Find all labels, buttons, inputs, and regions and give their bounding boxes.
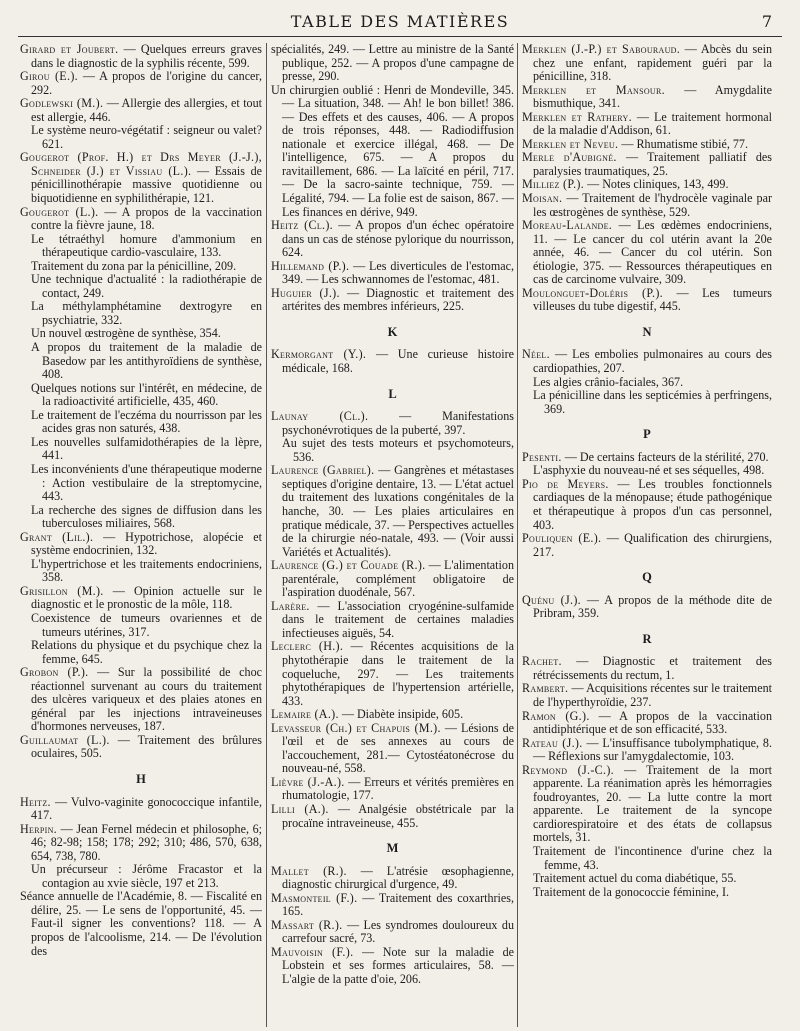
- index-entry: [271, 708, 514, 722]
- entry-text: — Note sur la maladie de Lobstein et ses formes articulaires, 58. — L'algie de la patte d'oie, 206.: [282, 944, 514, 986]
- index-entry: [522, 178, 772, 192]
- section-letter: K: [387, 324, 398, 339]
- entry-text: Le traitement de l'eczéma du nourrisson par les acides gras non saturés, 438.: [31, 407, 262, 436]
- index-entry: [522, 138, 772, 152]
- index-entry: [522, 151, 772, 178]
- index-entry: [20, 206, 262, 233]
- index-subentry: [20, 341, 262, 382]
- entry-text: — Sur la possibilité de choc réactionnel survenant au cours du traitement des ulcères variqueux et des plaies atones en général par les injections intraveineuses d'hormones nerveuses, 187.: [31, 665, 262, 734]
- entry-text: — Manifestations psychonévrotiques de la puberté, 397.: [282, 409, 514, 437]
- entry-text: Traitement de la gonococcie féminine, I.: [533, 884, 730, 899]
- entry-text: — Diabète insipide, 605.: [338, 707, 464, 722]
- entry-text: — L'insuffisance tubolymphatique, 8. — Réflexions sur l'amygdalectomie, 103.: [533, 735, 772, 764]
- author-name: Huguier (J.).: [271, 285, 340, 300]
- index-entry: [20, 734, 262, 761]
- author-name: Merle d'Aubigné.: [522, 150, 617, 165]
- section-letter: Q: [642, 570, 652, 585]
- entry-text: L'asphyxie du nouveau-né et ses séquelles, 498.: [533, 463, 765, 478]
- index-entry: [522, 84, 772, 111]
- entry-text: — Les embolies pulmonaires au cours des cardiopathies, 207.: [533, 347, 772, 376]
- index-entry: [20, 585, 262, 612]
- entry-text: — Une curieuse histoire médicale, 168.: [282, 347, 514, 376]
- entry-text: — A propos d'un échec opératoire dans un cas de sténose pylorique du nourrisson, 624.: [282, 218, 514, 260]
- entry-text: — Analgésie obstétricale par la procaïne intraveineuse, 455.: [282, 801, 514, 830]
- author-name: Laurence (G.) et Couade (R.).: [271, 558, 426, 573]
- index-column-2: [271, 43, 514, 1027]
- index-entry: [271, 865, 514, 892]
- entry-text: — Les tumeurs villeuses du tube digestif, 445.: [533, 285, 772, 314]
- index-subentry: [522, 886, 772, 900]
- index-entry: [522, 655, 772, 682]
- entry-text: — Rhumatisme stibié, 77.: [618, 136, 748, 151]
- entry-text: — L'association cryogénine-sulfamide dans le traitement de certaines maladies infectieuses aiguës, 54.: [282, 598, 514, 640]
- author-name: Heitz (Cl.).: [271, 218, 333, 233]
- index-entry: [20, 97, 262, 124]
- author-name: Mallet (R.).: [271, 863, 347, 878]
- author-name: Rachet.: [522, 654, 562, 669]
- index-entry: [271, 919, 514, 946]
- author-name: Rambert.: [522, 681, 569, 696]
- index-subentry: [522, 845, 772, 872]
- index-entry: [271, 410, 514, 437]
- author-name: Godlewski (M.).: [20, 96, 104, 111]
- entry-text: Séance annuelle de l'Académie, 8. — Fiscalité en délire, 25. — Le sens de l'opportunité, 45. — Faut-il signer les conventions? 118. — A propos de l'alcoolisme, 214. — De l'évolution des: [20, 889, 262, 958]
- author-name: Moisan.: [522, 191, 563, 206]
- index-subentry: [20, 124, 262, 151]
- entry-text: — Hypotrichose, alopécie et système endocrinien, 132.: [31, 529, 262, 558]
- author-name: Rateau (J.).: [522, 735, 583, 750]
- section-letter: P: [643, 427, 651, 442]
- entry-text: Les inconvénients d'une thérapeutique moderne : Action vestibulaire de la streptomycine, 443.: [31, 461, 262, 504]
- entry-text: — Qualification des chirurgiens, 217.: [533, 531, 772, 559]
- author-name: Laurence (Gabriel).: [271, 463, 375, 478]
- index-subentry: [20, 863, 262, 890]
- index-entry: [20, 823, 262, 864]
- entry-text: — Diagnostic et traitement des rétrécissements du rectum, 1.: [533, 654, 772, 682]
- index-column-3: [522, 43, 772, 1027]
- author-name: Pesenti.: [522, 449, 562, 464]
- entry-text: — Diagnostic et traitement des artérites des membres inférieurs, 225.: [282, 285, 514, 314]
- index-entry: [522, 478, 772, 532]
- entry-text: — Jean Fernel médecin et philosophe, 6; 46; 82-98; 158; 178; 292; 310; 486, 570, 638, 654, 738, 780.: [31, 821, 262, 863]
- entry-text: — Traitement des brûlures oculaires, 505.: [31, 732, 262, 761]
- entry-text: — Allergie des allergies, et tout est allergie, 446.: [31, 96, 262, 124]
- index-subentry: [271, 437, 514, 464]
- index-entry: [20, 531, 262, 558]
- index-subentry: [20, 300, 262, 327]
- entry-text: Traitement de l'incontinence d'urine chez la femme, 43.: [533, 843, 772, 872]
- entry-text: Les algies crânio-faciales, 367.: [533, 374, 684, 389]
- index-subentry: [522, 872, 772, 886]
- index-subentry: [20, 612, 262, 639]
- index-entry: [271, 464, 514, 559]
- index-entry: [271, 348, 514, 375]
- entry-text: Traitement du zona par la pénicilline, 209.: [31, 258, 237, 273]
- author-name: Masmonteil (F.).: [271, 890, 358, 905]
- index-subentry: [20, 504, 262, 531]
- section-letter: R: [642, 631, 652, 646]
- column-divider: [517, 43, 518, 1027]
- index-subentry: [20, 382, 262, 409]
- entry-text: Traitement actuel du coma diabétique, 55.: [533, 871, 737, 886]
- index-subentry: [20, 327, 262, 341]
- entry-text: — Amygdalite bismuthique, 341.: [533, 82, 772, 111]
- index-subentry: [522, 389, 772, 416]
- index-entry: [271, 803, 514, 830]
- index-subentry: [20, 409, 262, 436]
- index-entry: [271, 559, 514, 600]
- author-name: Massart (R.).: [271, 917, 343, 932]
- index-entry: [271, 600, 514, 641]
- page-header: [20, 12, 780, 34]
- column-divider: [266, 43, 267, 1027]
- index-entry: [522, 594, 772, 621]
- entry-text: — Traitement de l'hydrocèle vaginale par les œstrogènes de synthèse, 529.: [533, 191, 772, 219]
- index-subentry: [522, 376, 772, 390]
- index-entry: [271, 219, 514, 260]
- author-name: Larère.: [271, 598, 310, 613]
- entry-text: La recherche des signes de diffusion dans les tuberculoses miliaires, 568.: [31, 502, 262, 531]
- entry-text: Un nouvel œstrogène de synthèse, 354.: [31, 326, 221, 341]
- index-entry: [20, 151, 262, 205]
- author-name: Moulonguet-Doléris (P.).: [522, 285, 664, 300]
- entry-text: La pénicilline dans les septicémies à perfringens, 369.: [533, 388, 772, 416]
- entry-text: Quelques notions sur l'intérêt, en médecine, de la radioactivité artificielle, 435, 460.: [31, 380, 262, 409]
- entry-text: — Vulvo-vaginite gonococcique infantile, 417.: [31, 794, 262, 823]
- index-column-1: [20, 43, 262, 1027]
- index-entry: [271, 84, 514, 219]
- author-name: Herpin.: [20, 821, 57, 836]
- author-name: Grobon (P.).: [20, 665, 89, 680]
- author-name: Moreau-Lalande.: [522, 218, 613, 233]
- entry-text: Coexistence de tumeurs ovariennes et de tumeurs utérines, 317.: [31, 610, 262, 639]
- index-subentry: [20, 558, 262, 585]
- author-name: Lemaire (A.).: [271, 707, 339, 722]
- entry-text: — Quelques erreurs graves dans le diagnostic de la syphilis récente, 599.: [31, 43, 262, 70]
- entry-text: Un précurseur : Jérôme Fracastor et la contagion au xvie siècle, 197 et 213.: [31, 862, 262, 890]
- entry-text: — L'alimentation parentérale, complément obligatoire de l'aspiration duodénale, 567.: [282, 558, 514, 600]
- author-name: Lièvre (J.-A.).: [271, 774, 345, 789]
- entry-text: Au sujet des tests moteurs et psychomoteurs, 536.: [282, 436, 514, 464]
- entry-text: — Gangrènes et métastases septiques d'origine dentaire, 13. — L'état actuel du traitement des luxations congénitales de la hanche, 30. — Les plaies articulaires en pratique médicale, 37. — Perspectives actuelles de la chirurgie néo-natale, 493. — (Voir aussi Variétés et Actualités).: [282, 463, 514, 559]
- entry-text: Le système neuro-végétatif : seigneur ou valet? 621.: [31, 123, 262, 151]
- author-name: Merklen et Mansour.: [522, 82, 665, 97]
- author-name: Hillemand (P.).: [271, 258, 350, 273]
- author-name: Ramon (G.).: [522, 708, 590, 723]
- entry-text: — A propos de la vaccination antidiphtérique et de son efficacité, 533.: [533, 708, 772, 737]
- index-subentry: [20, 436, 262, 463]
- author-name: Leclerc (H.).: [271, 639, 344, 654]
- section-letter: M: [386, 841, 399, 856]
- entry-text: — A propos de la vaccination contre la fièvre jaune, 18.: [31, 204, 262, 233]
- index-entry: [271, 892, 514, 919]
- author-name: Grisillon (M.).: [20, 583, 104, 598]
- entry-text: L'hypertrichose et les traitements endocriniens, 358.: [31, 556, 262, 585]
- entry-text: Relations du physique et du psychique chez la femme, 645.: [31, 638, 262, 666]
- author-name: Gougerot (L.).: [20, 204, 99, 219]
- author-name: Launay (Cl.).: [271, 409, 369, 424]
- page-number: 7: [761, 12, 772, 31]
- entry-text: — Les syndromes douloureux du carrefour sacré, 73.: [282, 917, 514, 946]
- section-letter: L: [388, 386, 397, 401]
- index-subentry: [20, 273, 262, 300]
- index-subentry: [20, 639, 262, 666]
- author-name: Quénu (J.).: [522, 592, 581, 607]
- entry-text: — Traitement palliatif des paralysies traumatiques, 25.: [533, 150, 772, 178]
- author-name: Pio de Meyers.: [522, 476, 609, 491]
- section-letter: N: [642, 324, 652, 339]
- entry-text: — Traitement de la mort apparente. La réanimation après les hémorragies foudroyantes, 20. — La lutte contre la mort apparente. Le traitement de la syncope cardiorespiratoire et des états de collapsus mortels, 31.: [533, 762, 772, 845]
- author-name: Girou (E.).: [20, 69, 78, 84]
- entry-text: — Les diverticules de l'estomac, 349. — Les schwannomes de l'estomac, 481.: [282, 258, 514, 287]
- entry-text: — Abcès du sein chez une enfant, rapidement guéri par la pénicilline, 318.: [533, 43, 772, 84]
- author-name: Néel.: [522, 347, 550, 362]
- author-name: Pouliquen (E.).: [522, 531, 602, 546]
- index-entry: [522, 737, 772, 764]
- entry-text: — L'atrésie œsophagienne, diagnostic chirurgical d'urgence, 49.: [282, 863, 514, 892]
- index-entry: [522, 219, 772, 287]
- index-entry: [271, 43, 514, 84]
- entry-text: — Le traitement hormonal de la maladie d'Addison, 61.: [533, 109, 772, 138]
- index-subentry: [20, 463, 262, 504]
- index-entry: [271, 722, 514, 776]
- entry-text: A propos du traitement de la maladie de Basedow par les antithyroïdiens de synthèse, 408.: [31, 340, 262, 382]
- index-entry: [522, 111, 772, 138]
- index-entry: [271, 776, 514, 803]
- index-entry: [271, 287, 514, 314]
- author-name: Grant (Lil.).: [20, 529, 94, 544]
- entry-text: Un chirurgien oublié : Henri de Mondeville, 345. — La situation, 348. — Ah! le bon billet! 386. — Des effets et des causes, 406. — A propos de trois réponses, 448. — Radiodiffusion nationale et exercice illégal, 468. — De l'intelligence, 675. — A propos du ravitaillement, 686. — La laïcité en péril, 717. — De la sacro-sainte technique, 759. — Légalité, 794. — La folie est de saison, 867. — Les finances en dérive, 949.: [271, 82, 514, 219]
- author-name: Guillaumat (L.).: [20, 732, 110, 747]
- entry-text: La méthylamphétamine dextrogyre en psychiatrie, 332.: [31, 299, 262, 327]
- index-entry: [522, 532, 772, 559]
- entry-text: — Les troubles fonctionnels cardiaques de la ménopause; étude pathogénique et thérapeutique à propos d'un cas personnel, 403.: [533, 476, 772, 532]
- index-entry: [20, 890, 262, 958]
- entry-text: — Essais de pénicillinothérapie massive quotidienne ou biquotidienne en syphilithérapie, 121.: [31, 163, 262, 206]
- author-name: Mauvoisin (F.).: [271, 944, 354, 959]
- index-entry: [20, 43, 262, 70]
- author-name: Lilli (A.).: [271, 801, 329, 816]
- index-entry: [522, 682, 772, 709]
- author-name: Milliez (P.).: [522, 177, 585, 192]
- index-entry: [522, 192, 772, 219]
- entry-text: — Notes cliniques, 143, 499.: [584, 177, 729, 192]
- index-entry: [20, 796, 262, 823]
- author-name: Merklen (J.-P.) et Sabouraud.: [522, 43, 681, 56]
- entry-text: — A propos de l'origine du cancer, 292.: [31, 69, 262, 97]
- entry-text: spécialités, 249. — Lettre au ministre de la Santé publique, 252. — A propos d'une campagne de presse, 290.: [271, 43, 514, 84]
- entry-text: Une technique d'actualité : la radiothérapie de contact, 249.: [31, 272, 262, 300]
- author-name: Kermorgant (Y.).: [271, 347, 367, 362]
- index-subentry: [522, 464, 772, 478]
- entry-text: — Les œdèmes endocriniens, 11. — Le cancer du col utérin avant la 20e année, 46. — Cancer du col utérin. Son étiologie, 375. — Ressources thérapeutiques en cas de carcinome vulvaire, 309.: [533, 218, 772, 287]
- index-subentry: [20, 233, 262, 260]
- entry-text: — Traitement des coxarthries, 165.: [282, 890, 514, 919]
- author-name: Gougerot (Prof. H.) et Drs Meyer (J.-J.), Schneider (J.) et Vissiau (L.).: [20, 150, 262, 178]
- entry-text: — Récentes acquisitions de la phytothérapie dans le traitement de la coqueluche, 297. — Les traitements phytothérapiques de l'hypertension artérielle, 433.: [282, 639, 514, 708]
- index-entry: [271, 946, 514, 987]
- index-entry: [20, 70, 262, 97]
- index-entry: [522, 43, 772, 84]
- entry-text: Le tétraéthyl homure d'ammonium en thérapeutique cardio-vasculaire, 133.: [31, 231, 262, 260]
- header-rule: [18, 36, 782, 37]
- entry-text: — Lésions de l'œil et de ses annexes au cours de l'accouchement, 281.— Cytostéatonécrose du nouveau-né, 558.: [282, 720, 514, 776]
- index-entry: [522, 710, 772, 737]
- index-entry: [522, 451, 772, 465]
- index-entry: [271, 260, 514, 287]
- entry-text: — A propos de la méthode dite de Pribram, 359.: [533, 592, 772, 621]
- entry-text: Les nouvelles sulfamidothérapies de la lèpre, 441.: [31, 434, 262, 463]
- author-name: Merklen et Rathery.: [522, 109, 632, 124]
- index-subentry: [20, 260, 262, 274]
- entry-text: — Erreurs et vérités premières en rhumatologie, 177.: [282, 774, 514, 803]
- index-entry: [522, 764, 772, 845]
- index-entry: [20, 666, 262, 734]
- index-entry: [271, 640, 514, 708]
- section-letter: H: [136, 771, 146, 786]
- entry-text: — Acquisitions récentes sur le traitement de l'hyperthyroïdie, 237.: [533, 681, 772, 709]
- index-entry: [522, 287, 772, 314]
- running-title: TABLE DES MATIÈRES: [290, 12, 510, 31]
- author-name: Girard et Joubert.: [20, 43, 119, 56]
- author-name: Reymond (J.-C.).: [522, 762, 614, 777]
- entry-text: — Opinion actuelle sur le diagnostic et le pronostic de la môle, 118.: [31, 583, 262, 612]
- author-name: Heitz.: [20, 794, 51, 809]
- index-entry: [522, 348, 772, 375]
- author-name: Merklen et Neveu.: [522, 136, 619, 151]
- author-name: Levasseur (Ch.) et Chapuis (M.).: [271, 720, 441, 735]
- entry-text: — De certains facteurs de la stérilité, 270.: [561, 449, 769, 464]
